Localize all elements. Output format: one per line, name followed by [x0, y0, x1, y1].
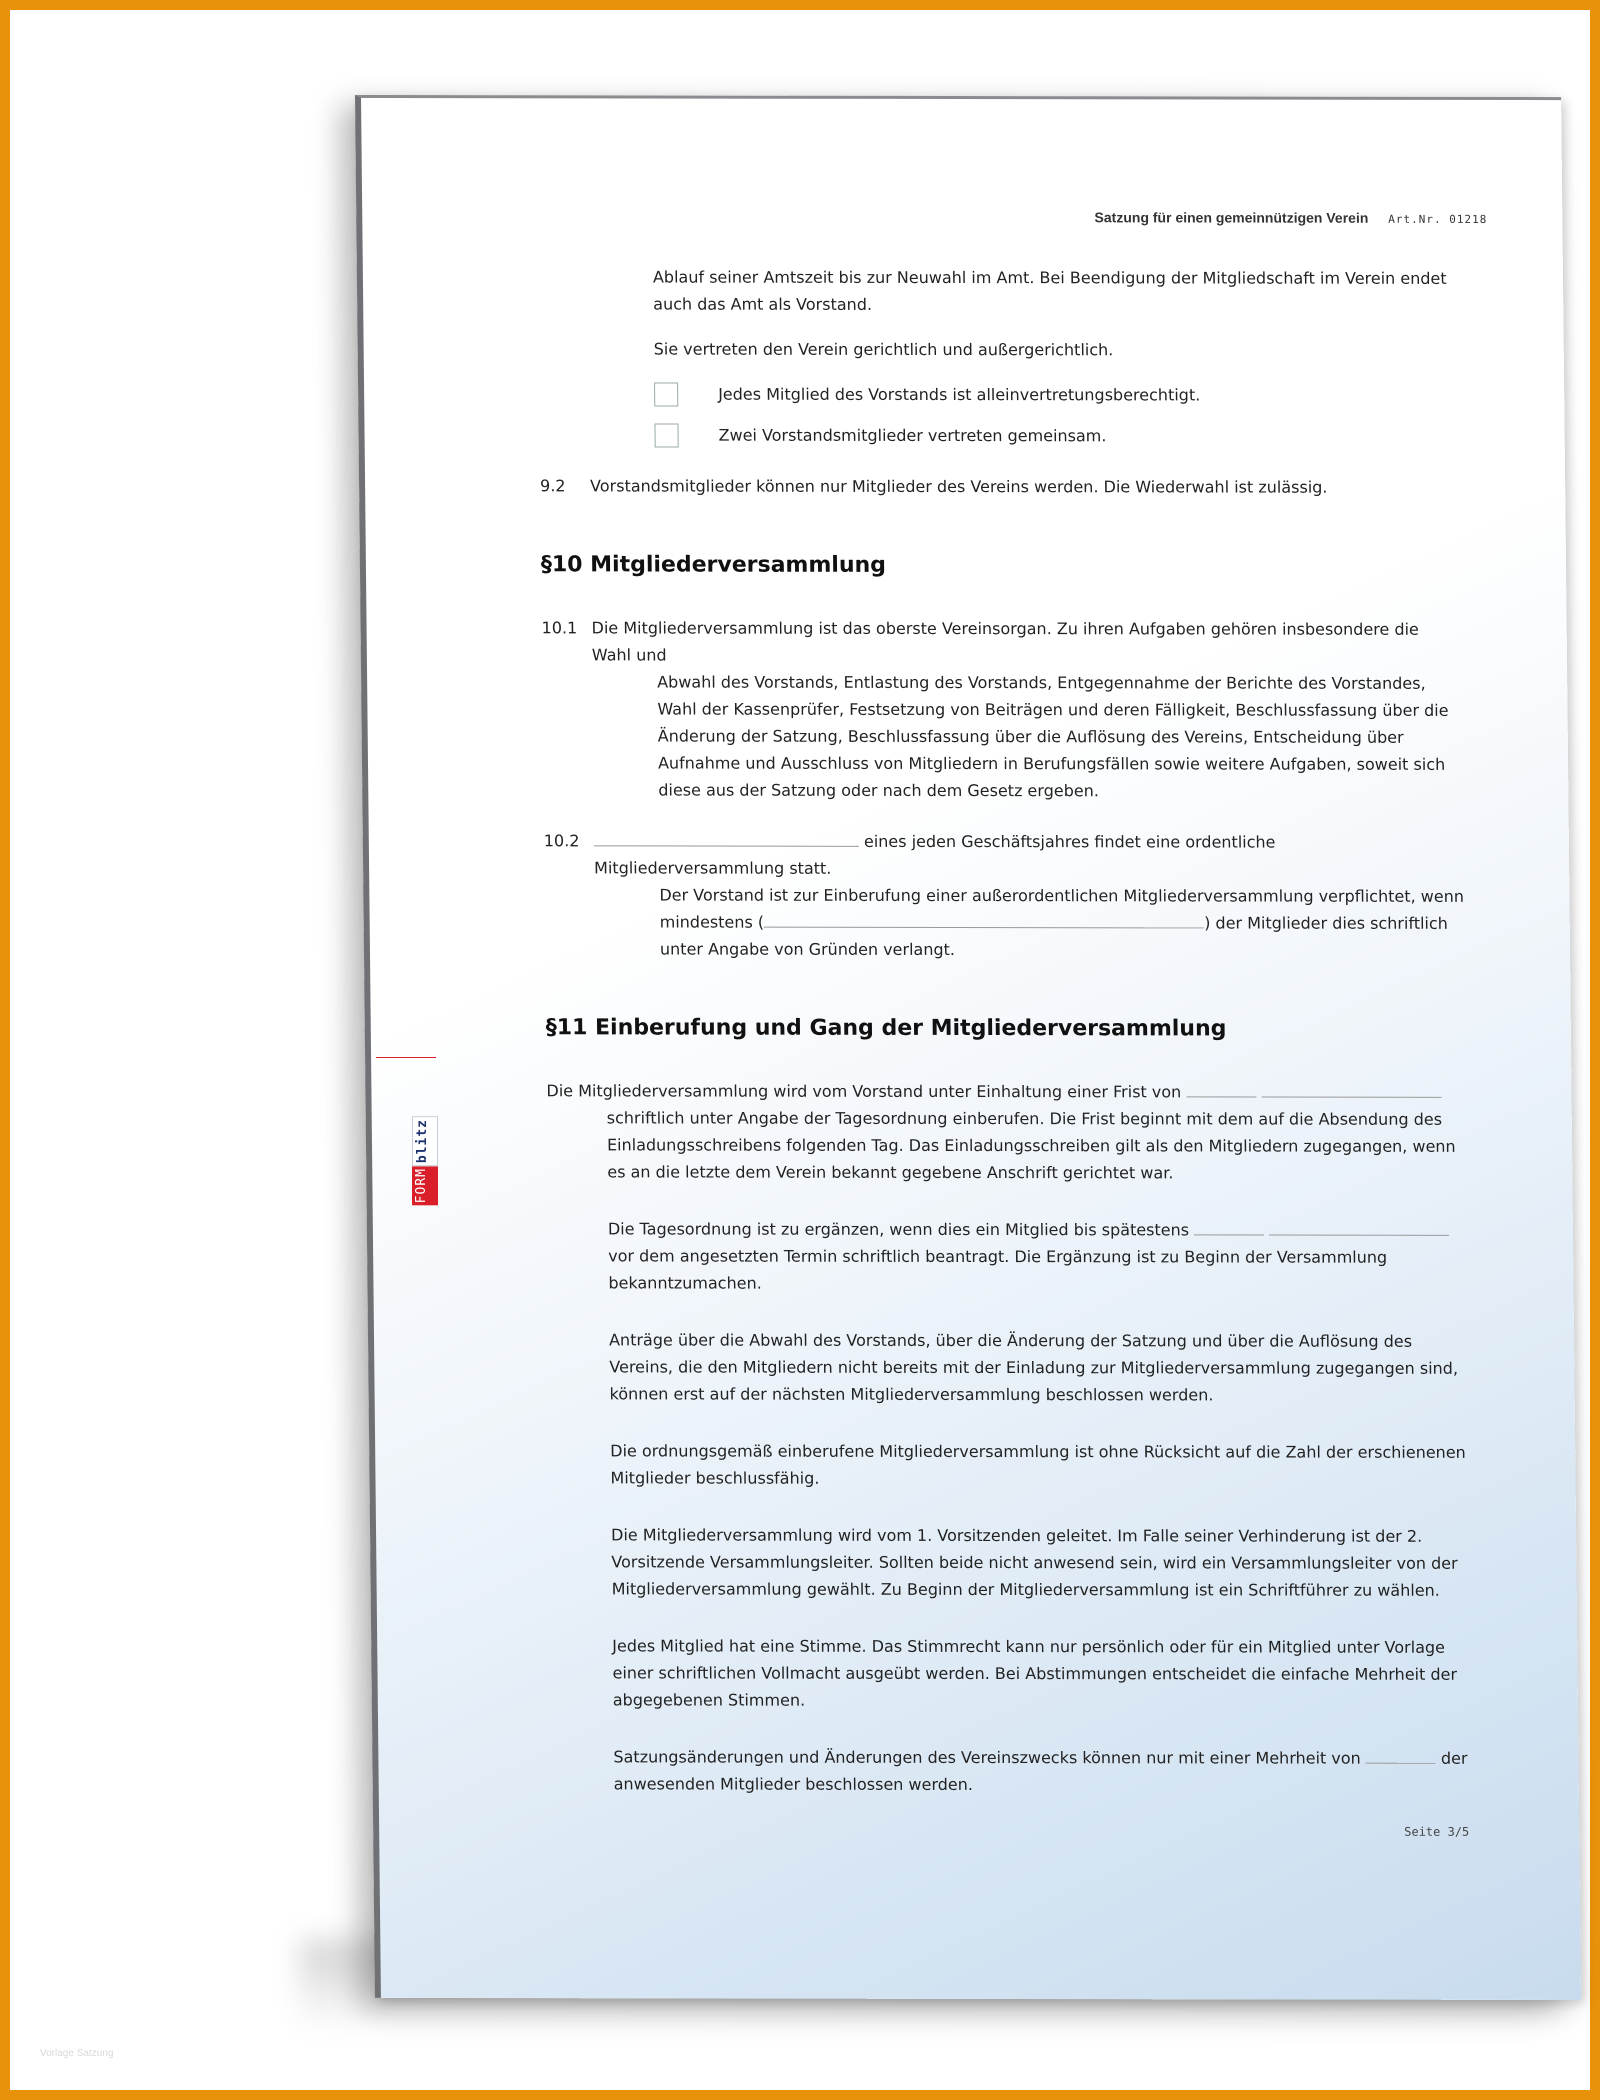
- fill-in-blank[interactable]: [1186, 1080, 1256, 1097]
- clause-text: [594, 827, 1465, 964]
- paragraph-text-part: der: [1440, 1748, 1468, 1768]
- clause-number: 10.2: [543, 831, 580, 851]
- checkbox-label: Zwei Vorstandsmitglieder vertreten gemeinsam.: [718, 425, 1107, 446]
- fill-in-blank[interactable]: [1366, 1747, 1436, 1764]
- paragraph-continuation: schriftlich unter Angabe der Tagesordnung einberufen. Die Frist beginnt mit dem auf die Absendung des Einladungsschreibens folgenden Tag. Das Einladungsschreiben gilt als den Mitgliedern zugegangen, wenn es an die letzte dem Verein bekannt gegebene Anschrift gerichtet war.: [606, 1108, 1456, 1183]
- checkbox-label: Jedes Mitglied des Vorstands ist alleinvertretungsberechtigt.: [718, 384, 1201, 405]
- watermark: Vorlage Satzung: [40, 2048, 114, 2059]
- paragraph-first-line: Die Mitgliederversammlung wird vom Vorstand unter Einhaltung einer Frist von: [546, 1081, 1182, 1102]
- paragraph: Die ordnungsgemäß einberufene Mitgliederversammlung ist ohne Rücksicht auf die Zahl der erschienenen Mitglieder beschlussfähig.: [610, 1441, 1466, 1488]
- clause-9-2: [540, 472, 1460, 501]
- paragraph: [546, 1077, 1467, 1187]
- article-number: Art.Nr. 01218: [1388, 212, 1488, 226]
- fill-in-blank[interactable]: [1194, 1218, 1264, 1235]
- paragraph: [548, 1215, 1469, 1298]
- paragraph-first-line: Die Tagesordnung ist zu ergänzen, wenn dies ein Mitglied bis spätestens: [607, 1219, 1190, 1240]
- clause-text: Vorstandsmitglieder können nur Mitglieder des Vereins werden. Die Wiederwahl ist zulässig.: [590, 476, 1328, 497]
- page-header: [1094, 209, 1487, 226]
- fill-in-blank[interactable]: [1261, 1081, 1441, 1098]
- checkbox-option-1[interactable]: [654, 381, 1459, 409]
- paragraph-text-part: Satzungsänderungen und Änderungen des Vereinszwecks können nur mit einer Mehrheit von: [613, 1747, 1361, 1768]
- checkbox-option-2[interactable]: [654, 421, 1459, 449]
- paragraph-continuation: vor dem angesetzten Termin schriftlich beantragt. Die Ergänzung ist zu Beginn der Versammlung bekanntzumachen.: [608, 1246, 1388, 1293]
- clause-first-line: Die Mitgliederversammlung ist das oberste Vereinsorgan. Zu ihren Aufgaben gehören insbesondere die Wahl und: [591, 618, 1419, 665]
- clause-number: 10.1: [541, 618, 578, 638]
- document-body: [538, 263, 1474, 1817]
- section-heading-11: §11 Einberufung und Gang der Mitgliederversammlung: [545, 1015, 1227, 1042]
- paragraph: [553, 1743, 1474, 1799]
- paragraph: Anträge über die Abwahl des Vorstands, über die Änderung der Satzung und über die Auflösung des Vereins, die den Mitgliedern nicht bereits mit der Einladung zur Mitgliederversammlung zugegangen sind, können erst auf der nächsten Mitgliederversammlung beschlossen werden.: [608, 1330, 1459, 1405]
- paragraph-text-part: anwesenden Mitglieder beschlossen werden.: [613, 1774, 974, 1794]
- page-number: Seite 3/5: [1404, 1824, 1470, 1839]
- clause-number: 9.2: [540, 476, 566, 496]
- checkbox[interactable]: [654, 423, 678, 447]
- checkbox[interactable]: [654, 382, 678, 406]
- logo-form-text: FORM: [412, 1166, 438, 1205]
- clause-10-1: [541, 614, 1463, 805]
- clause-continuation: [594, 881, 1465, 964]
- logo-blitz-text: blitz: [412, 1116, 438, 1166]
- clause-10-2: [544, 827, 1465, 964]
- document-title: Satzung für einen gemeinnützigen Verein: [1094, 209, 1369, 226]
- paragraph: Die Mitgliederversammlung wird vom 1. Vorsitzenden geleitet. Im Falle seiner Verhinderung ist der 2. Vorsitzende Versammlungsleiter. Sollten beide nicht anwesend sein, wird ein Versammlungsleiter von der Mitgliederversammlung gewählt. Zu Beginn der Mitgliederversammlung ist ein Schriftführer zu wählen.: [610, 1525, 1458, 1600]
- clause-text: [591, 614, 1463, 805]
- section-heading-10: §10 Mitgliederversammlung: [540, 552, 887, 578]
- paragraph: Jedes Mitglied hat eine Stimme. Das Stimmrecht kann nur persönlich oder für ein Mitglied unter Vorlage einer schriftlichen Vollmacht ausgeübt werden. Bei Abstimmungen entscheidet die einfache Mehrheit der abgegebenen Stimmen.: [612, 1636, 1458, 1710]
- clause-first-line: eines jeden Geschäftsjahres findet eine ordentliche Mitgliederversammlung statt.: [594, 831, 1276, 878]
- clause-text-part: Der Vorstand ist zur Einberufung einer außerordentlichen Mitgliederversammlung verpflichtet, wenn mindestens (: [659, 885, 1465, 932]
- paragraph: Ablauf seiner Amtszeit bis zur Neuwahl im Amt. Bei Beendigung der Mitgliedschaft im Verein endet auch das Amt als Vorstand.: [652, 267, 1447, 314]
- clause-text-part: ) der Mitglieder dies schriftlich unter Angabe von Gründen verlangt.: [659, 913, 1448, 959]
- document-page: [355, 95, 1581, 2000]
- fill-in-blank[interactable]: [764, 911, 1204, 929]
- fill-in-blank[interactable]: [1269, 1219, 1449, 1236]
- clause-continuation: Abwahl des Vorstands, Entlastung des Vorstands, Entgegennahme der Berichte des Vorstandes, Wahl der Kassenprüfer, Festsetzung von Beiträgen und deren Fälligkeit, Beschlussfassung über die Änderung der Satzung, Beschlussfassung über die Auflösung des Vereins, Entscheidung über Aufnahme und Ausschluss von Mitgliedern in Berufungsfällen sowie weitere Aufgaben, soweit sich diese aus der Satzung oder nach dem Gesetz ergeben.: [657, 672, 1449, 801]
- paragraph: Sie vertreten den Verein gerichtlich und außergerichtlich.: [653, 339, 1114, 360]
- formblitz-logo: [412, 1055, 438, 1205]
- fill-in-blank[interactable]: [594, 829, 859, 846]
